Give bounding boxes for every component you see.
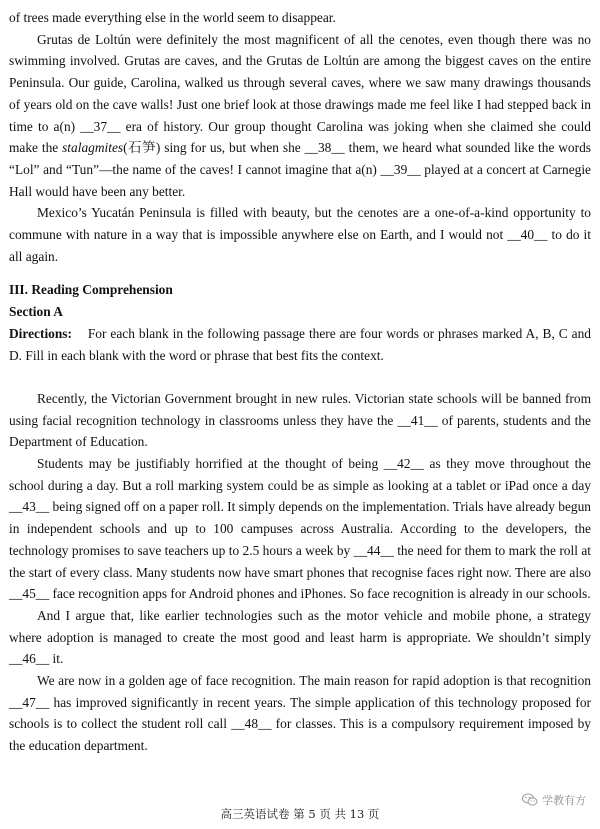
directions — [9, 323, 591, 366]
wechat-icon — [522, 793, 538, 807]
directions-label: Directions: — [9, 325, 72, 341]
paragraph-grutas-rest: (石笋) sing for us, but when she __38__ them, we heard what sounded like the words “Lol” and “Tun”—the name of the caves! I cannot imagine that a(n) __39__ played at a concert at Carnegie Hall would have been any better. — [9, 140, 591, 199]
paragraph-grutas — [9, 29, 591, 203]
paragraph-grutas-text: Grutas de Loltún were definitely the most magnificent of all the cenotes, even though there was no swimming involved. Grutas are caves, and the Grutas de Loltún are among the biggest caves on the entire Peninsula. Our guide, Carolina, walked us through several caves, where we saw many drawings thousands of years old on the cave walls! Just one brief look at those drawings made me feel like I had stepped back in time to a(n) __37__ era of history. Our group thought Carolina was joking when she claimed she could make the — [9, 31, 591, 156]
watermark-text: 学教有方 — [542, 794, 586, 807]
passage-paragraph-2: Students may be justifiably horrified at the thought of being __42__ as they move throughout the school during a day. But a roll marking system could be as simple as looking at a tablet or iPad once a day __43__ being signed off on a paper roll. It simply depends on the implementation. Trials have already begun in independent schools and up to 100 campuses across Australia. According to the developers, the technology promises to save teachers up to 2.5 hours a week by __44__ the need for them to mark the roll at the start of every class. Many students now have smart phones that recognise faces right now. There are also __45__ face recognition apps for Android phones and iPhones. So face recognition is already in our schools. — [9, 456, 591, 602]
directions-text: For each blank in the following passage there are four words or phrases marked A, B, C and D. Fill in each blank with the word or phrase that best fits the context. — [9, 325, 592, 363]
section-a-heading: Section A — [9, 304, 63, 320]
paragraph-yucatan: Mexico’s Yucatán Peninsula is filled with beauty, but the cenotes are a one-of-a-kind opportunity to commune with nature in a way that is impossible anywhere else on Earth, and I would not __40__ to do it all again. — [9, 205, 591, 264]
passage-paragraph-3: And I argue that, like earlier technologies such as the motor vehicle and mobile phone, a strategy where adoption is managed to create the most good and least harm is appropriate. We shouldn’t simply __46__ it. — [9, 607, 591, 667]
page-footer: 高三英语试卷 第 5 页 共 13 页 — [220, 807, 380, 821]
passage-paragraph-4: We are now in a golden age of face recognition. The main reason for rapid adoption is that recognition __47__ has improved significantly in recent years. The simple application of this technology proposed for schools is to collect the student roll call __48__ for classes. This is a compulsory requirement imposed by the education department. — [9, 673, 591, 754]
section-title: III. Reading Comprehension — [9, 282, 173, 298]
stalagmites-term: stalagmites — [62, 140, 124, 156]
paragraph-trees: of trees made everything else in the world seem to disappear. — [9, 10, 336, 25]
passage-paragraph-1: Recently, the Victorian Government brought in new rules. Victorian state schools will be banned from using facial recognition technology in classrooms unless they have the __41__ of parents, students and the Department of Education. — [9, 390, 591, 450]
